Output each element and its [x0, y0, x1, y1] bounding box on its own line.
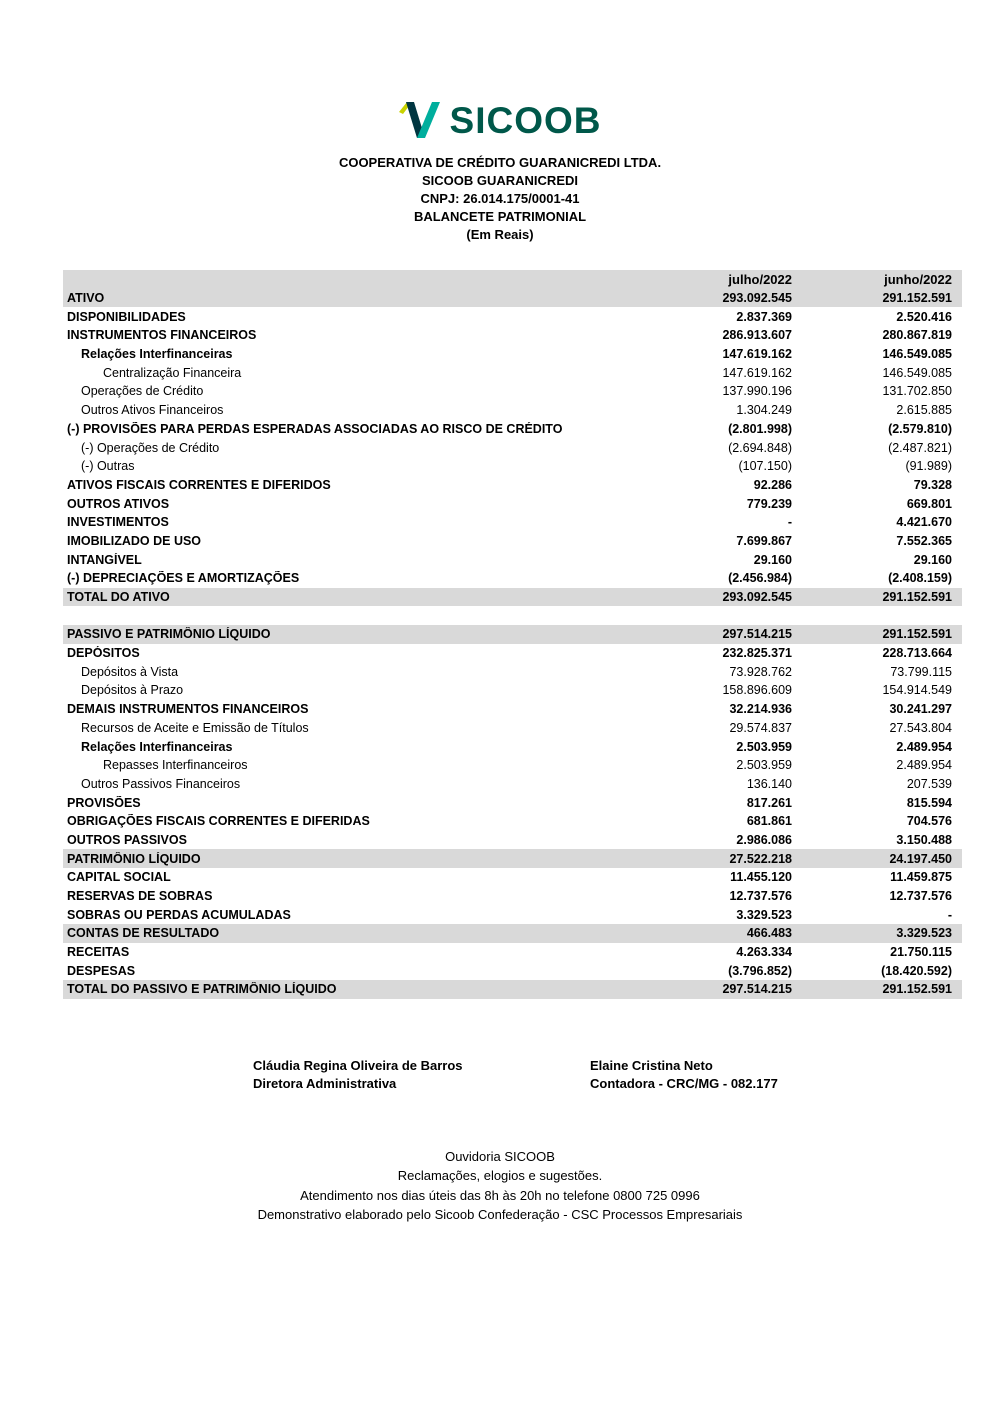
row-value-julho: 2.503.959 [736, 758, 792, 773]
row-value-julho: 92.286 [753, 477, 792, 492]
row-value-julho: 297.514.215 [722, 982, 792, 997]
row-value-junho: 291.152.591 [882, 590, 952, 605]
column-header-julho: julho/2022 [728, 271, 792, 287]
row-value-junho: 146.549.085 [882, 347, 952, 362]
table-row [63, 401, 962, 420]
row-value-junho: 280.867.819 [882, 328, 952, 343]
table-row [63, 924, 962, 943]
row-value-junho: 2.489.954 [896, 758, 952, 773]
cooperative-name: SICOOB GUARANICREDI [421, 173, 578, 188]
table-row [63, 382, 962, 401]
document-title: BALANCETE PATRIMONIAL [413, 209, 587, 224]
table-row [63, 905, 962, 924]
row-value-junho: 2.615.885 [896, 403, 952, 418]
row-label: (-) Operações de Crédito [81, 440, 220, 455]
table-row [63, 457, 962, 476]
table-row [63, 289, 962, 308]
row-value-julho: 137.990.196 [722, 384, 792, 399]
table-row [63, 662, 962, 681]
column-header-junho: junho/2022 [884, 271, 952, 287]
row-value-junho: 7.552.365 [896, 533, 952, 548]
row-label: Centralização Financeira [103, 365, 242, 380]
table-row [63, 363, 962, 382]
row-label: (-) PROVISÕES PARA PERDAS ESPERADAS ASSOCIADAS AO RISCO DE CRÉDITO [67, 421, 563, 436]
table-row [63, 887, 962, 906]
row-value-junho: 11.459.875 [890, 870, 952, 885]
row-value-julho: 73.928.762 [729, 664, 792, 679]
row-value-junho: 3.150.488 [896, 832, 952, 847]
row-label: Relações Interfinanceiras [81, 739, 233, 754]
table-row [63, 644, 962, 663]
row-label: DEMAIS INSTRUMENTOS FINANCEIROS [67, 702, 309, 717]
cnpj: CNPJ: 26.014.175/0001-41 [420, 191, 580, 206]
table-row [63, 476, 962, 495]
table-row [63, 345, 962, 364]
footer-atendimento: Atendimento nos dias úteis das 8h às 20h no telefone 0800 725 0996 [300, 1187, 700, 1203]
row-value-julho: 11.455.120 [730, 870, 792, 885]
row-label: PROVISÕES [67, 795, 141, 810]
row-value-junho: 27.543.804 [889, 720, 952, 735]
sicoob-logo-icon [399, 100, 443, 140]
row-value-junho: 815.594 [906, 795, 952, 810]
row-value-julho: 7.699.867 [736, 533, 792, 548]
table-row [63, 700, 962, 719]
page-footer [0, 1147, 1000, 1225]
row-value-julho: 32.214.936 [729, 702, 792, 717]
table-row [63, 494, 962, 513]
document-header [0, 154, 1000, 244]
row-value-junho: 30.241.297 [889, 702, 952, 717]
row-value-julho: 136.140 [746, 776, 792, 791]
row-label: ATIVO [67, 291, 105, 306]
table-row [63, 812, 962, 831]
row-label: DESPESAS [67, 963, 136, 978]
row-value-junho: 291.152.591 [882, 982, 952, 997]
row-label: DISPONIBILIDADES [67, 309, 186, 324]
signature-title: Contadora - CRC/MG - 082.177 [590, 1075, 778, 1091]
row-value-julho: 297.514.215 [722, 627, 792, 642]
row-label: OUTROS ATIVOS [67, 496, 170, 511]
sicoob-logo [0, 0, 1000, 140]
row-value-junho: 154.914.549 [882, 683, 952, 698]
row-value-julho: 1.304.249 [736, 403, 792, 418]
signatures [0, 1057, 1000, 1095]
row-value-julho: 2.986.086 [736, 832, 792, 847]
table-row [63, 532, 962, 551]
row-value-junho: 24.197.450 [889, 851, 952, 866]
row-label: INVESTIMENTOS [67, 515, 169, 530]
footer-demonstrativo: Demonstrativo elaborado pelo Sicoob Confederação - CSC Processos Empresariais [257, 1207, 743, 1223]
table-row [63, 420, 962, 439]
row-label: Relações Interfinanceiras [81, 347, 233, 362]
table-row [63, 943, 962, 962]
row-label: (-) Outras [81, 459, 135, 474]
row-value-julho: - [787, 515, 792, 530]
row-value-julho: 3.329.523 [736, 907, 792, 922]
row-value-julho: 232.825.371 [722, 646, 792, 661]
row-label: Operações de Crédito [81, 384, 204, 399]
row-label: DEPÓSITOS [67, 646, 140, 661]
row-value-junho: 21.750.115 [890, 945, 952, 960]
row-label: TOTAL DO PASSIVO E PATRIMÔNIO LÍQUIDO [67, 982, 337, 997]
row-value-junho: 4.421.670 [896, 515, 952, 530]
row-value-junho: 3.329.523 [896, 926, 952, 941]
row-value-julho: 681.861 [746, 814, 792, 829]
row-value-julho: (2.694.848) [728, 440, 792, 455]
table-row [63, 550, 962, 569]
table-row [63, 849, 962, 868]
currency-note: (Em Reais) [466, 227, 534, 242]
table-row [63, 831, 962, 850]
company-name: COOPERATIVA DE CRÉDITO GUARANICREDI LTDA. [338, 155, 662, 170]
table-row [63, 756, 962, 775]
row-label: IMOBILIZADO DE USO [67, 533, 202, 548]
balance-table [63, 270, 962, 999]
row-value-junho: 146.549.085 [882, 365, 952, 380]
row-label: Outros Passivos Financeiros [81, 776, 241, 791]
row-value-junho: 73.799.115 [890, 664, 952, 679]
row-value-julho: (3.796.852) [728, 963, 792, 978]
table-row [63, 980, 962, 999]
table-row [63, 625, 962, 644]
table-row [63, 438, 962, 457]
row-label: OBRIGAÇÕES FISCAIS CORRENTES E DIFERIDAS [67, 814, 370, 829]
table-row [63, 513, 962, 532]
row-value-julho: 158.896.609 [722, 683, 792, 698]
table-row [63, 307, 962, 326]
row-value-junho: (2.408.159) [888, 571, 952, 586]
table-header-row [63, 270, 962, 289]
row-value-julho: 293.092.545 [722, 590, 792, 605]
row-value-julho: 29.574.837 [729, 720, 792, 735]
row-value-junho: - [947, 907, 952, 922]
row-value-julho: (2.801.998) [728, 421, 792, 436]
row-value-julho: 817.261 [746, 795, 792, 810]
row-value-julho: 466.483 [746, 926, 792, 941]
row-value-junho: 79.328 [913, 477, 952, 492]
row-value-junho: 2.520.416 [896, 309, 952, 324]
row-value-julho: (107.150) [738, 459, 792, 474]
row-label: OUTROS PASSIVOS [67, 832, 187, 847]
row-label: Repasses Interfinanceiros [103, 758, 248, 773]
row-value-julho: 293.092.545 [722, 291, 792, 306]
table-row [63, 775, 962, 794]
row-label: INSTRUMENTOS FINANCEIROS [67, 328, 257, 343]
row-label: Depósitos à Prazo [81, 683, 184, 698]
row-value-junho: 29.160 [913, 552, 952, 567]
row-value-junho: 669.801 [906, 496, 952, 511]
row-label: RESERVAS DE SOBRAS [67, 889, 213, 904]
row-value-junho: 291.152.591 [882, 627, 952, 642]
row-value-julho: 286.913.607 [722, 328, 792, 343]
row-label: Outros Ativos Financeiros [81, 403, 224, 418]
row-value-junho: 2.489.954 [896, 739, 952, 754]
table-row [63, 681, 962, 700]
row-value-julho: 4.263.334 [736, 945, 792, 960]
signature-name: Elaine Cristina Neto [590, 1057, 713, 1073]
row-label: Recursos de Aceite e Emissão de Títulos [81, 720, 309, 735]
row-value-junho: 131.702.850 [882, 384, 952, 399]
row-value-julho: (2.456.984) [728, 571, 792, 586]
table-row [63, 793, 962, 812]
row-value-junho: 12.737.576 [889, 889, 952, 904]
row-value-junho: 704.576 [906, 814, 952, 829]
row-label: CONTAS DE RESULTADO [67, 926, 220, 941]
row-value-junho: (2.579.810) [888, 421, 952, 436]
row-label: SOBRAS OU PERDAS ACUMULADAS [67, 907, 291, 922]
table-row [63, 719, 962, 738]
row-value-julho: 29.160 [753, 552, 792, 567]
balance-table-rows [63, 289, 962, 999]
table-row [63, 737, 962, 756]
row-label: PASSIVO E PATRIMÔNIO LÍQUIDO [67, 627, 271, 642]
table-row [63, 868, 962, 887]
footer-ouvidoria: Ouvidoria SICOOB [445, 1148, 555, 1164]
row-value-junho: 228.713.664 [882, 646, 952, 661]
table-row [63, 588, 962, 607]
sicoob-logo-wordmark: SICOOB [449, 99, 602, 141]
footer-reclamacoes: Reclamações, elogios e sugestões. [397, 1168, 603, 1184]
row-label: RECEITAS [67, 945, 130, 960]
row-value-junho: (2.487.821) [888, 440, 952, 455]
row-value-julho: 2.837.369 [736, 309, 792, 324]
row-value-julho: 779.239 [746, 496, 792, 511]
row-value-julho: 147.619.162 [722, 347, 792, 362]
table-row [63, 569, 962, 588]
row-value-junho: (91.989) [905, 459, 952, 474]
signature-title: Diretora Administrativa [253, 1075, 397, 1091]
signature-name: Cláudia Regina Oliveira de Barros [253, 1057, 463, 1073]
row-value-julho: 147.619.162 [722, 365, 792, 380]
row-value-junho: (18.420.592) [881, 963, 952, 978]
row-label: (-) DEPRECIAÇÕES E AMORTIZAÇÕES [67, 571, 300, 586]
table-row [63, 961, 962, 980]
row-label: ATIVOS FISCAIS CORRENTES E DIFERIDOS [67, 477, 331, 492]
row-label: Depósitos à Vista [81, 664, 179, 679]
row-value-julho: 27.522.218 [729, 851, 792, 866]
row-label: CAPITAL SOCIAL [67, 870, 171, 885]
table-row [63, 326, 962, 345]
row-label: TOTAL DO ATIVO [67, 590, 170, 605]
row-value-julho: 12.737.576 [729, 889, 792, 904]
row-value-junho: 291.152.591 [882, 291, 952, 306]
signature-director [253, 1057, 463, 1093]
row-label: PATRIMÔNIO LÍQUIDO [67, 851, 201, 866]
row-value-julho: 2.503.959 [736, 739, 792, 754]
row-value-junho: 207.539 [906, 776, 952, 791]
table-spacer-row [63, 606, 962, 625]
signature-accountant [590, 1057, 778, 1093]
row-label: INTANGÍVEL [67, 552, 142, 567]
